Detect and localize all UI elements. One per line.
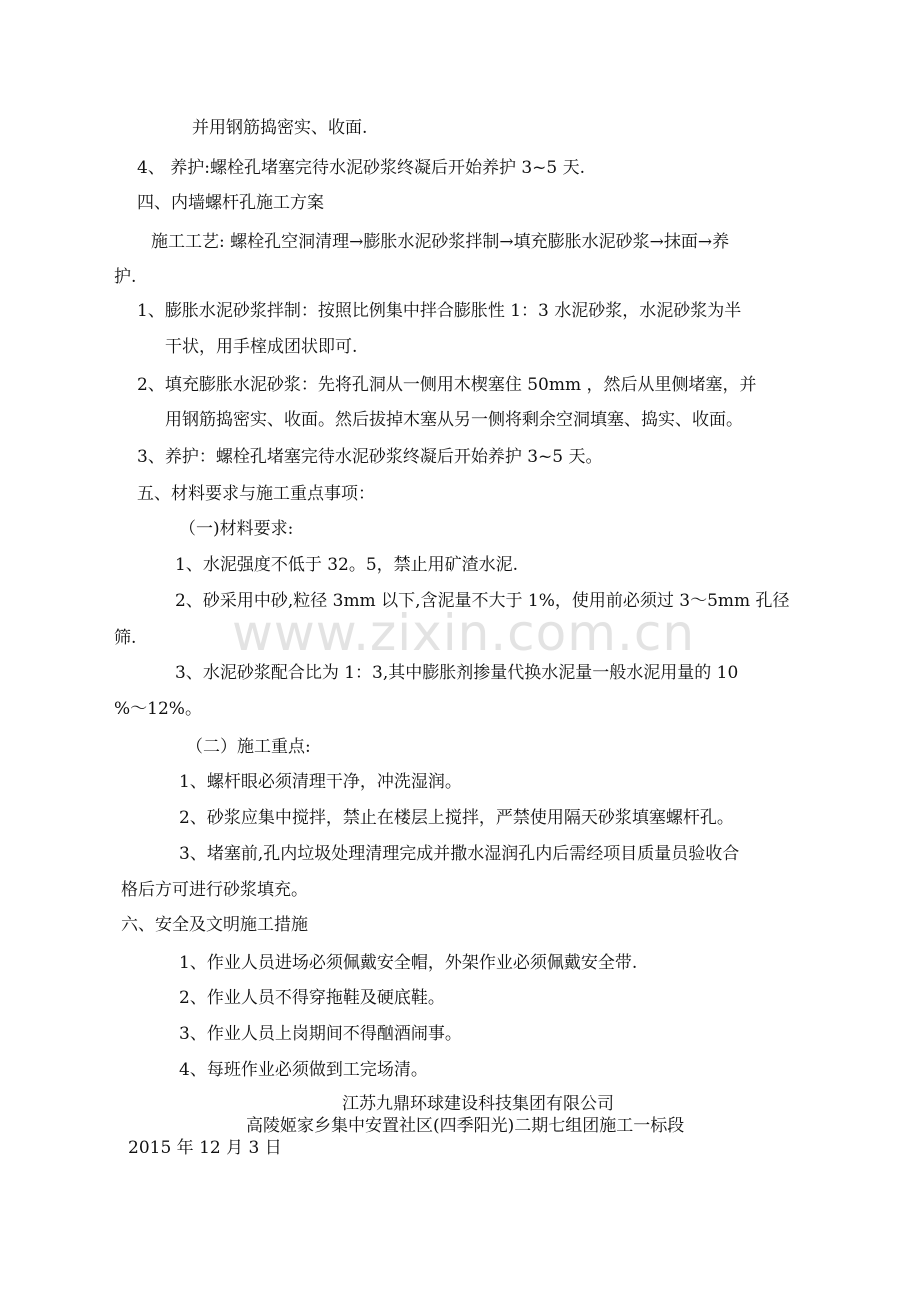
project-name: 高陵姬家乡集中安置社区(四季阳光)二期七组团施工一标段 [246,1116,685,1136]
company-name: 江苏九鼎环球建设科技集团有限公司 [342,1094,614,1114]
section-heading: 四、内墙螺杆孔施工方案 [137,193,324,213]
text-line: 3、作业人员上岗期间不得酗酒闹事。 [179,1024,462,1044]
text-line: 4、 养护:螺栓孔堵塞完待水泥砂浆终凝后开始养护 3~5 天. [137,158,586,178]
document-date: 2015 年 12 月 3 日 [128,1138,282,1158]
text-line: 并用钢筋捣密实、收面. [192,118,368,138]
text-line: 3、水泥砂浆配合比为 1：3,其中膨胀剂掺量代换水泥量一般水泥用量的 10 [175,663,739,683]
text-line: 1、作业人员进场必须佩戴安全帽，外架作业必须佩戴安全带. [179,953,638,973]
text-line: 1、螺杆眼必须清理干净，冲洗湿润。 [179,772,462,792]
text-line: 干状，用手榁成团状即可. [165,337,358,357]
text-line: 筛. [114,628,137,648]
text-line: 施工工艺: 螺栓孔空洞清理→膨胀水泥砂浆拌制→填充膨胀水泥砂浆→抹面→养 [151,232,730,252]
section-heading: 五、材料要求与施工重点事项： [137,484,375,504]
text-line: 3、堵塞前,孔内垃圾处理清理完成并撒水湿润孔内后需经项目质量员验收合 [179,844,740,864]
text-line: %～12%。 [114,699,202,719]
text-line: 4、每班作业必须做到工完场清。 [179,1060,428,1080]
text-line: 1、膨胀水泥砂浆拌制：按照比例集中拌合膨胀性 1：3 水泥砂浆，水泥砂浆为半 [137,301,742,321]
sub-heading: （二）施工重点: [186,737,311,757]
text-line: 用钢筋捣密实、收面。然后拔掉木塞从另一侧将剩余空洞填塞、捣实、收面。 [165,410,743,430]
sub-heading: （一)材料要求: [179,519,294,539]
text-line: 2、砂采用中砂,粒径 3mm 以下,含泥量不大于 1%，使用前必须过 3～5mm 孔径 [175,591,790,611]
text-line: 护. [114,267,137,287]
text-line: 1、水泥强度不低于 32。5，禁止用矿渣水泥. [175,555,519,575]
text-line: 2、砂浆应集中搅拌，禁止在楼层上搅拌，严禁使用隔天砂浆填塞螺杆孔。 [179,808,734,828]
text-line: 2、填充膨胀水泥砂浆：先将孔洞从一侧用木楔塞住 50mm ，然后从里侧堵塞，并 [137,375,757,395]
watermark: www.zixin.com.cn [232,604,696,662]
text-line: 3、养护：螺栓孔堵塞完待水泥砂浆终凝后开始养护 3~5 天。 [137,447,603,467]
text-line: 2、作业人员不得穿拖鞋及硬底鞋。 [179,988,445,1008]
text-line: 格后方可进行砂浆填充。 [121,880,308,900]
section-heading: 六、安全及文明施工措施 [121,915,308,935]
